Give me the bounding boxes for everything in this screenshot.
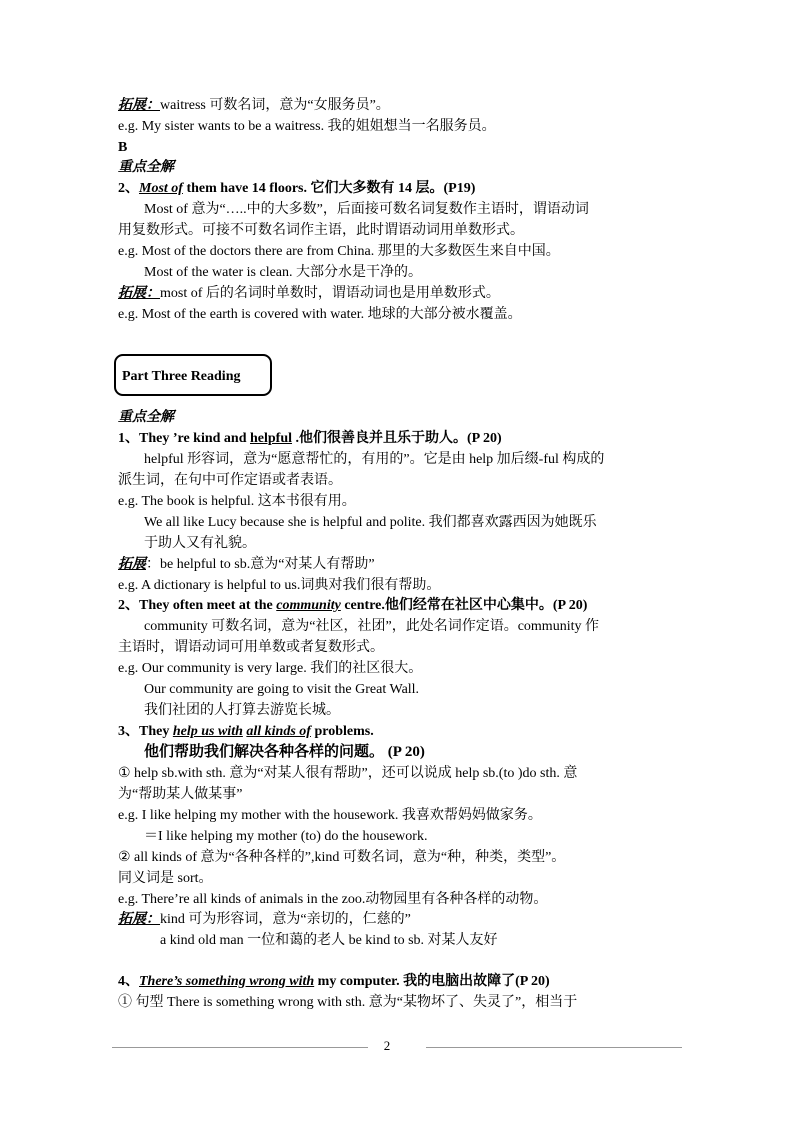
point-heading	[118, 972, 550, 992]
expand-note	[118, 284, 500, 304]
example-line: We all like Lucy because she is helpful and polite. 我们都喜欢露西因为她既乐	[144, 515, 597, 530]
text-line: Most of 意为“…..中的大多数”，后面接可数名词复数作主语时，谓语动词	[144, 202, 589, 217]
example-line: e.g. Our community is very large. 我们的社区很大。	[118, 661, 423, 676]
section-heading: 重点全解	[118, 410, 174, 425]
expand-note	[118, 555, 375, 575]
expand-label: 拓展：	[118, 912, 160, 927]
expand-note	[118, 96, 390, 116]
keyword: help us with	[172, 724, 243, 739]
example-line: e.g. Most of the doctors there are from China. 那里的大多数医生来自中国。	[118, 244, 560, 259]
point-text: centre.他们经常在社区中心集中。(P 20)	[340, 598, 588, 613]
example-line: e.g. I like helping my mother with the housework. 我喜欢帮妈妈做家务。	[118, 808, 542, 823]
keyword: There’s something wrong with	[139, 974, 315, 989]
point-heading	[118, 429, 502, 449]
text-line: ① 句型 There is something wrong with sth. 意为“某物坏了、失灵了”，相当于	[118, 995, 578, 1010]
expand-label: 拓展	[118, 557, 146, 572]
example-line: e.g. A dictionary is helpful to us.词典对我们很有帮助。	[118, 578, 441, 593]
expand-label: 拓展：	[118, 98, 160, 113]
keyword: Most of	[139, 181, 183, 196]
section-heading: 重点全解	[118, 160, 174, 175]
point-text: my computer. 我的电脑出故障了(P 20)	[314, 974, 550, 989]
example-line: e.g. My sister wants to be a waitress. 我的姐姐想当一名服务员。	[118, 119, 496, 134]
text-line: 为“帮助某人做某事”	[118, 787, 243, 802]
expand-note	[118, 910, 411, 930]
text-line: waitress 可数名词，意为“女服务员”。	[160, 98, 390, 113]
point-heading	[118, 722, 374, 742]
point-text: them have 14 floors. 它们大多数有 14 层。(P19)	[182, 181, 476, 196]
text-line: most of 后的名词时单数时，谓语动词也是用单数形式。	[160, 286, 500, 301]
point-number: 2、	[118, 181, 139, 196]
point-text: 3、They	[118, 724, 173, 739]
keyword: community	[276, 598, 341, 613]
point-text: .他们很善良并且乐于助人。(P 20)	[292, 431, 502, 446]
text-line: helpful 形容词，意为“愿意帮忙的，有用的”。它是由 help 加后缀-ful 构成的	[144, 452, 605, 467]
point-heading	[118, 596, 587, 616]
text-line: 派生词，在句中可作定语或者表语。	[118, 473, 342, 488]
point-translation: 他们帮助我们解决各种各样的问题。 (P 20)	[144, 744, 425, 760]
example-line: e.g. The book is helpful. 这本书很有用。	[118, 494, 356, 509]
text-line: 用复数形式。可接不可数名词作主语，此时谓语动词用单数形式。	[118, 223, 524, 238]
footer-rule-left	[112, 1047, 368, 1048]
text-line: 同义词是 sort。	[118, 871, 213, 886]
text-line: ① help sb.with sth. 意为“对某人很有帮助”，还可以说成 help sb.(to )do sth. 意	[118, 766, 578, 781]
example-line: Our community are going to visit the Great Wall.	[144, 682, 420, 697]
keyword: all kinds of	[246, 724, 311, 739]
part-title-box: Part Three Reading	[114, 354, 272, 396]
text-line: 我们社团的人打算去游览长城。	[144, 703, 340, 718]
text-line: 主语时，谓语动词可用单数或者复数形式。	[118, 640, 384, 655]
keyword: helpful	[250, 431, 293, 446]
text-line: 于助人又有礼貌。	[144, 536, 256, 551]
expand-label: 拓展：	[118, 286, 160, 301]
example-line: Most of the water is clean. 大部分水是干净的。	[144, 265, 423, 280]
text-line: community 可数名词，意为“社区，社团”，此处名词作定语。community 作	[144, 619, 599, 634]
example-line: a kind old man 一位和蔼的老人 be kind to sb. 对某人友好	[160, 933, 498, 948]
footer-rule-right	[426, 1047, 682, 1048]
section-letter: B	[118, 140, 128, 155]
point-text: 2、They often meet at the	[118, 598, 277, 613]
text-line: ：be helpful to sb.意为“对某人有帮助”	[146, 557, 375, 572]
point-number: 4、	[118, 974, 139, 989]
point-text: 1、They ’re kind and	[118, 431, 250, 446]
example-line: ＝I like helping my mother (to) do the housework.	[144, 829, 428, 844]
text-line: ② all kinds of 意为“各种各样的”,kind 可数名词，意为“种，种类，类型”。	[118, 850, 566, 865]
text-line: kind 可为形容词，意为“亲切的，仁慈的”	[160, 912, 411, 927]
example-line: e.g. There’re all kinds of animals in the zoo.动物园里有各种各样的动物。	[118, 892, 548, 907]
page-number: 2	[383, 1038, 391, 1053]
point-text: problems.	[310, 724, 374, 739]
point-heading	[118, 179, 475, 199]
example-line: e.g. Most of the earth is covered with water. 地球的大部分被水覆盖。	[118, 307, 522, 322]
